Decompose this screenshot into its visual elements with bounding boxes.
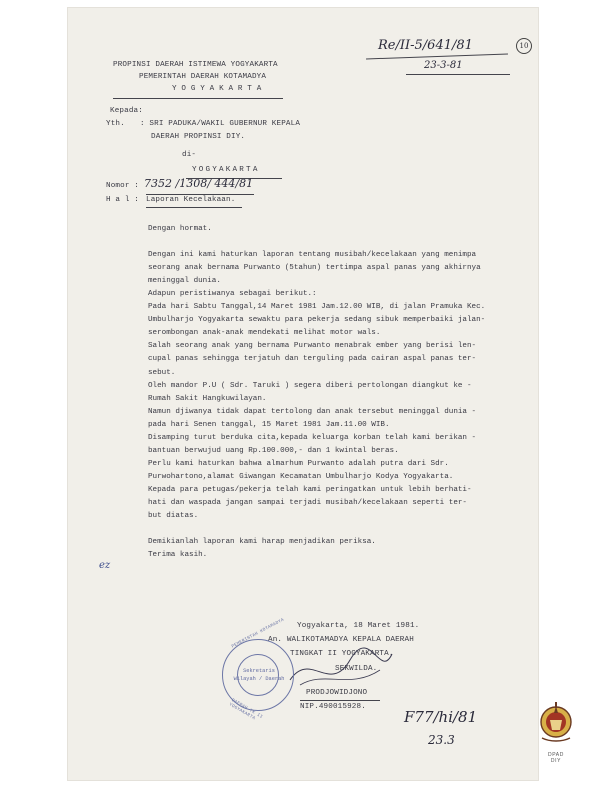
- body-line: [148, 236, 518, 249]
- closing-title2: TINGKAT II YOGYAKARTA.: [290, 650, 394, 658]
- body-line: sebut.: [148, 368, 176, 377]
- body-line: Namun djiwanya tidak dapat tertolong dan anak tersebut meninggal dunia -: [148, 407, 477, 416]
- archive-date-underline: [406, 74, 510, 75]
- body-line: [148, 523, 518, 536]
- stamp-center-line2: Wilayah / Daerah: [233, 676, 285, 682]
- body-line: hati dan waspada jangan sampai terjadi musibah/kecelakaan seperti ter-: [148, 498, 467, 507]
- body-line: Rumah Sakit Hangkuwilayan.: [148, 394, 267, 403]
- body-line: Dengan ini kami haturkan laporan tentang musibah/kecelakaan yang menimpa: [148, 251, 477, 260]
- receipt-date: 23.3: [428, 733, 455, 747]
- page-mark: [516, 38, 532, 54]
- body-line: serombongan anak-anak mendekati melihat motor wals.: [148, 329, 381, 338]
- archive-date: 23-3-81: [424, 60, 463, 71]
- nomor-label: Nomor :: [106, 182, 139, 190]
- recipient-kepada: Kepada:: [110, 107, 143, 115]
- stamp-ring-top: PEMERINTAH KOTAMADYA: [231, 617, 286, 650]
- stamp-inner-ring: [237, 654, 279, 696]
- stamp-ring-bottom: DAERAH TK II YOGYAKARTA: [228, 698, 264, 722]
- body-line: Umbulharjo Yogyakarta sewaktu para pekerja sedang sibuk memperbaiki jalan-: [148, 316, 486, 325]
- body-line: Terima kasih.: [148, 551, 208, 560]
- body-line: Kepada para petugas/pekerja telah kami peringatkan untuk lebih berhati-: [148, 485, 472, 494]
- recipient-line1: : SRI PADUKA/WAKIL GUBERNUR KEPALA: [140, 120, 301, 128]
- hal-label: H a l :: [106, 196, 139, 204]
- logo-caption-line2: DIY: [550, 758, 562, 764]
- nomor-underline: [146, 194, 254, 195]
- recipient-yth: Yth.: [106, 120, 125, 128]
- closing-name-underline: [300, 700, 380, 701]
- closing-place-date: Yogyakarta, 18 Maret 1981.: [297, 622, 420, 630]
- archive-logo-icon: [536, 694, 576, 754]
- stamp-center-line1: Sekretaris: [243, 668, 275, 674]
- letterhead-line2: PEMERINTAH DAERAH KOTAMADYA: [139, 73, 267, 81]
- receipt-mark: F77/hi/81: [404, 708, 478, 726]
- closing-title1: An. WALIKOTAMADYA KEPALA DAERAH: [268, 636, 414, 644]
- body-line: Disamping turut berduka cita,kepada keluarga korban telah kami berikan -: [148, 433, 477, 442]
- body-line: Salah seorang anak yang bernama Purwanto menabrak ember yang berisi len-: [148, 342, 477, 351]
- letterhead-line3: Y O G Y A K A R T A: [172, 85, 262, 93]
- body-line: Perlu kami haturkan bahwa almarhum Purwanto adalah putra dari Sdr.: [148, 459, 449, 468]
- body-line: Purwohartono,alamat Giwangan Kecamatan Umbulharjo Kodya Yogyakarta.: [148, 472, 454, 481]
- closing-title3: SEKWILDA.: [335, 665, 378, 673]
- body-line: meninggal dunia.: [148, 277, 221, 286]
- body-line: seorang anak bernama Purwanto (5tahun) tertimpa aspal panas yang akhirnya: [148, 264, 481, 273]
- recipient-city: YOGYAKARTA: [192, 166, 260, 174]
- body-line: Oleh mandor P.U ( Sdr. Taruki ) segera diberi pertolongan diangkut ke -: [148, 381, 472, 390]
- recipient-di: di-: [182, 151, 197, 159]
- closing-nip: NIP.490015928.: [300, 703, 366, 711]
- closing-name: PRODJOWIDJONO: [306, 689, 368, 697]
- margin-mark: ez: [99, 560, 111, 571]
- archive-logo-caption: [538, 752, 574, 764]
- body-line: Pada hari Sabtu Tanggal,14 Maret 1981 Jam.12.00 WIB, di jalan Pramuka Kec.: [148, 303, 486, 312]
- body-line: Demikianlah laporan kami harap menjadikan periksa.: [148, 538, 376, 547]
- body-line: but diatas.: [148, 512, 199, 521]
- body-line: pada hari Senen tanggal, 15 Maret 1981 Jam.11.00 WIB.: [148, 420, 390, 429]
- nomor-value: 7352 /1308/ 444/81: [144, 177, 254, 190]
- letterhead-divider: [113, 98, 283, 99]
- archive-ref-code: Re/II-5/641/81: [378, 38, 473, 53]
- page-mark-number: 10: [519, 42, 529, 50]
- official-stamp: [222, 617, 294, 722]
- body-line: cupal panas sehingga terjatuh dan terguling pada cairan aspal panas ter-: [148, 355, 477, 364]
- letter-body: [148, 223, 518, 562]
- body-line: Dengan hormat.: [148, 225, 212, 233]
- letterhead-line1: PROPINSI DAERAH ISTIMEWA YOGYAKARTA: [113, 61, 278, 69]
- hal-value: Laporan Kecelakaan.: [146, 196, 236, 204]
- hal-underline: [146, 207, 242, 208]
- body-line: Adapun peristiwanya sebagai berikut.:: [148, 290, 317, 299]
- body-line: bantuan berwujud uang Rp.100.000,- dan 1 kwintal beras.: [148, 446, 399, 455]
- recipient-line2: DAERAH PROPINSI DIY.: [151, 133, 246, 141]
- logo-caption-line1: DPAD: [548, 752, 564, 758]
